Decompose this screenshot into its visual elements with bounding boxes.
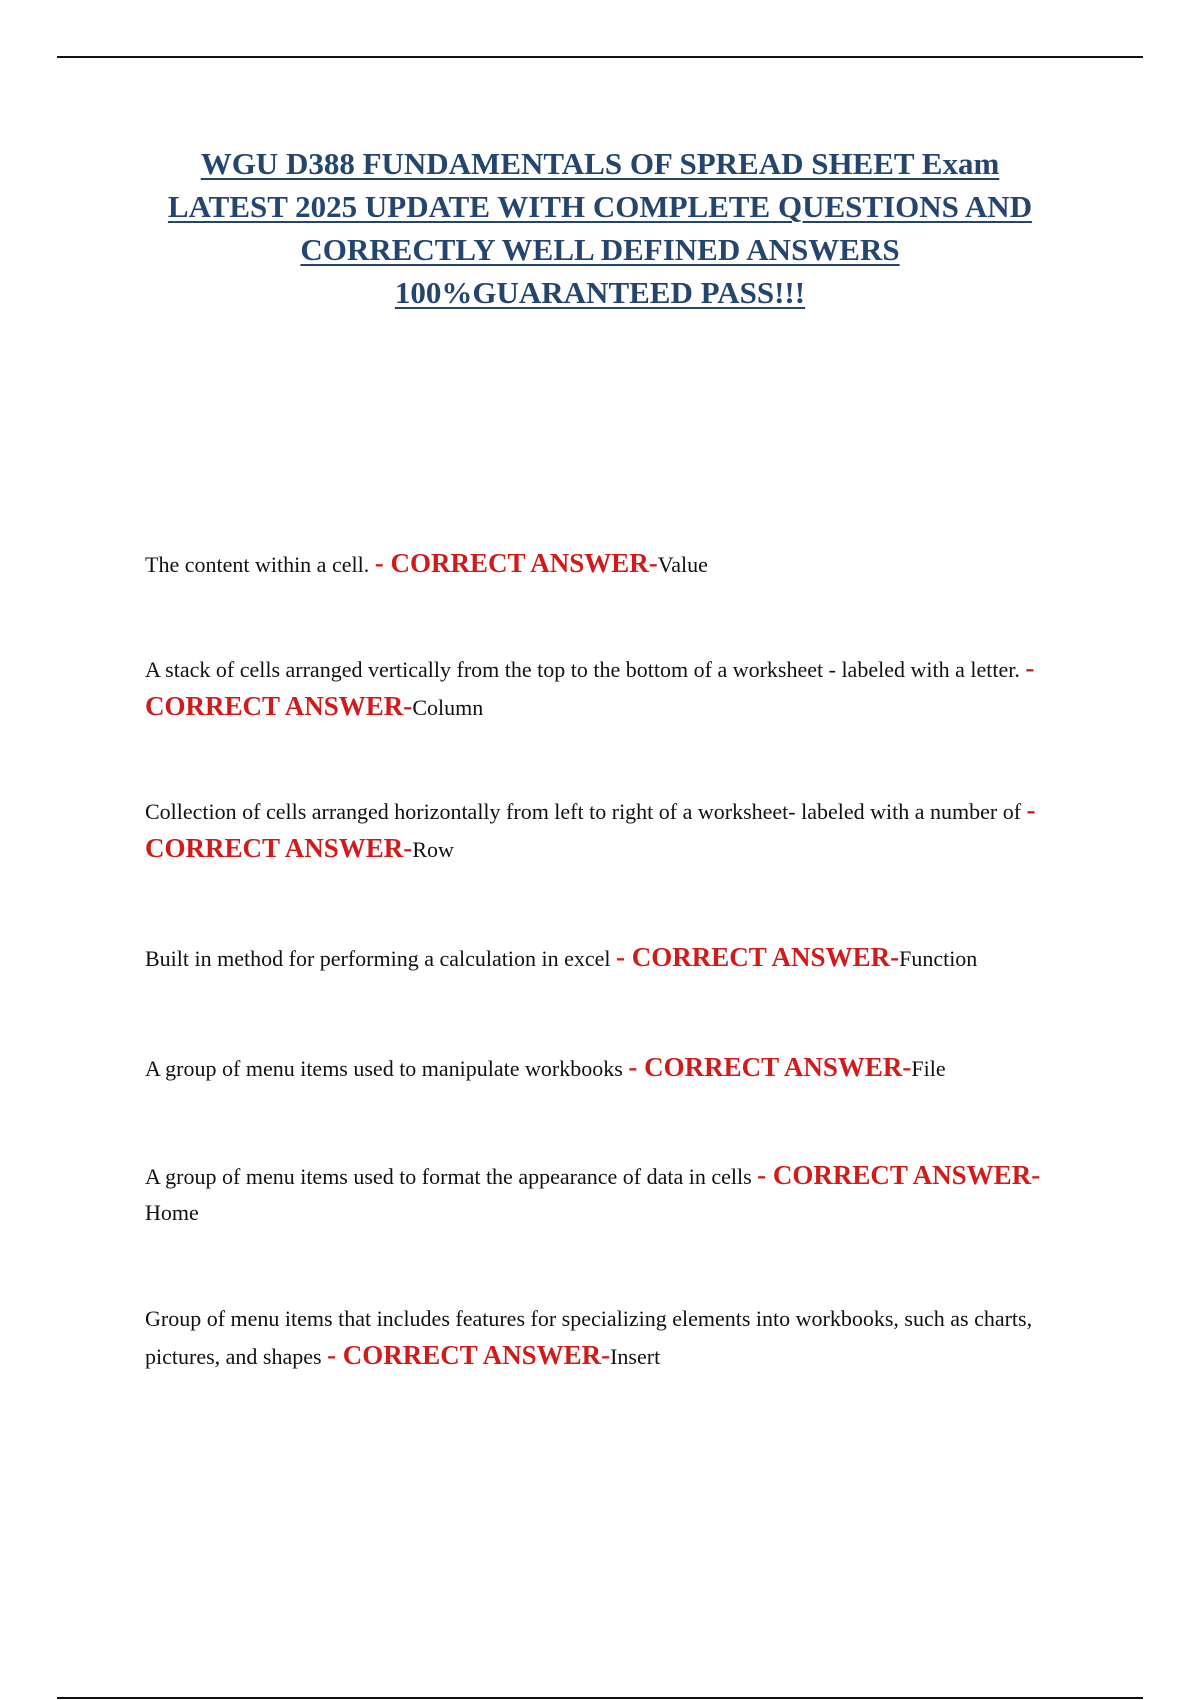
correct-answer-marker: - CORRECT ANSWER- [145, 795, 1036, 863]
title-line-4: 100%GUARANTEED PASS!!! [394, 275, 806, 310]
qa-item-3 [145, 792, 1090, 868]
title-line-1: WGU D388 FUNDAMENTALS OF SPREAD SHEET Exam [200, 146, 1000, 181]
qa-item-2 [145, 650, 1090, 726]
qa-item-7 [145, 1301, 1090, 1375]
correct-answer-marker: - CORRECT ANSWER- [145, 653, 1035, 721]
correct-answer-marker: - CORRECT ANSWER- [374, 548, 658, 578]
question-text: A group of menu items used to format the appearance of data in cells [145, 1164, 752, 1189]
qa-item-6 [145, 1157, 1090, 1231]
bottom-rule [57, 1697, 1143, 1699]
qa-item-4 [145, 939, 1090, 977]
qa-item-5 [145, 1049, 1090, 1087]
answer-text: Value [657, 552, 708, 577]
answer-text: Home [145, 1200, 199, 1225]
top-rule [57, 56, 1143, 58]
document-title [100, 142, 1100, 314]
title-line-3: CORRECTLY WELL DEFINED ANSWERS [300, 232, 900, 267]
question-text: A stack of cells arranged vertically from the top to the bottom of a worksheet - labeled with a letter. [145, 657, 1020, 682]
question-text: Collection of cells arranged horizontally from left to right of a worksheet- labeled with a number of [145, 799, 1022, 824]
qa-item-1 [145, 545, 1090, 583]
correct-answer-marker: - CORRECT ANSWER- [757, 1160, 1041, 1190]
answer-text: Insert [610, 1344, 661, 1369]
question-text: Group of menu items that includes features for specializing elements into workbooks, such as charts, pictures, and shapes [145, 1306, 1033, 1369]
answer-text: File [911, 1056, 946, 1081]
correct-answer-marker: - CORRECT ANSWER- [628, 1052, 912, 1082]
question-text: Built in method for performing a calculation in excel [145, 946, 611, 971]
answer-text: Column [412, 695, 484, 720]
answer-text: Row [412, 837, 454, 862]
answer-text: Function [899, 946, 978, 971]
question-text: The content within a cell. [145, 552, 370, 577]
correct-answer-marker: - CORRECT ANSWER- [327, 1340, 611, 1370]
title-line-2: LATEST 2025 UPDATE WITH COMPLETE QUESTIONS AND [167, 189, 1033, 224]
question-text: A group of menu items used to manipulate workbooks [145, 1056, 623, 1081]
correct-answer-marker: - CORRECT ANSWER- [616, 942, 900, 972]
